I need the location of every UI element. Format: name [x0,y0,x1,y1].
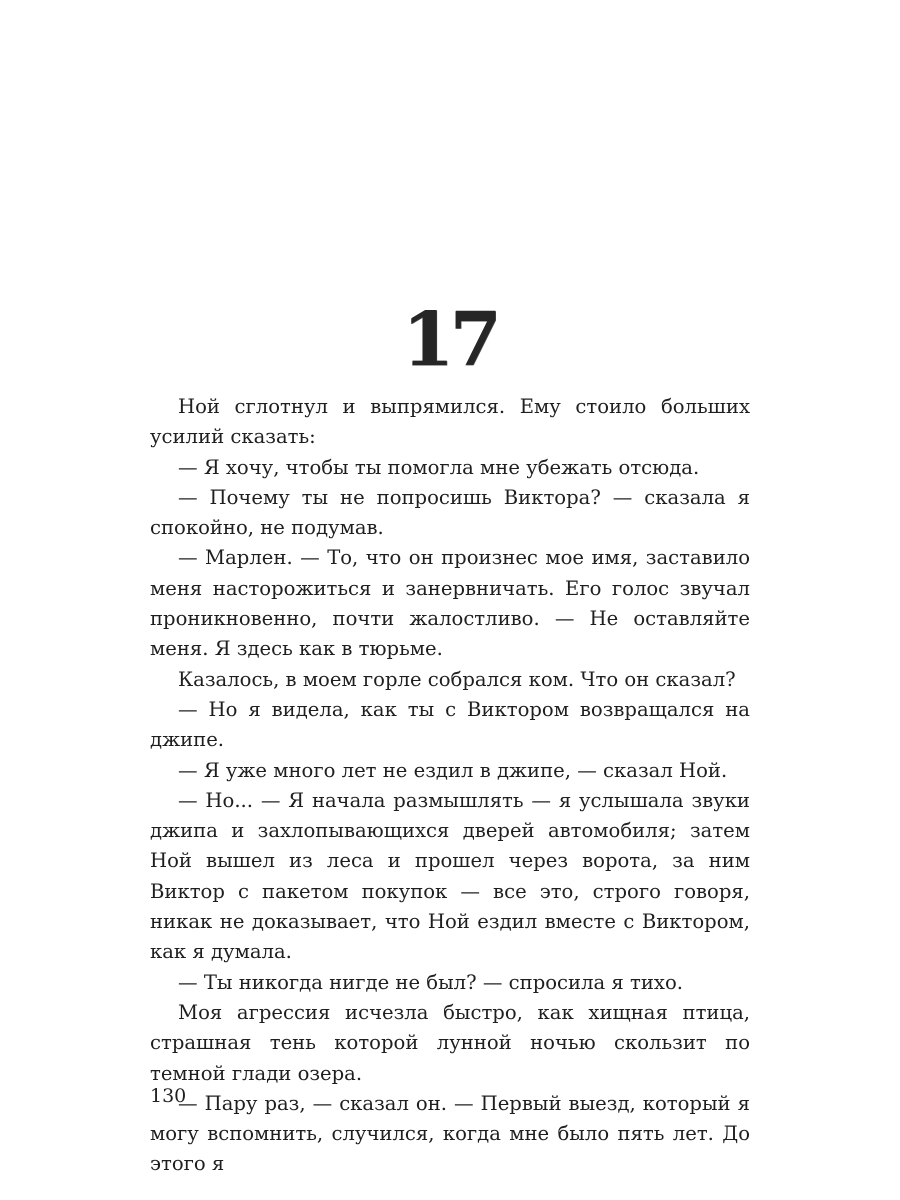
paragraph: — Марлен. — То, что он произнес мое имя, заставило меня насторожиться и занервничать. Его голос звучал проникновенно, почти жалостливо. — Не оставляйте меня. Я здесь как в тюрьме. [150,546,750,661]
chapter-number: 17 [402,297,498,383]
paragraph: — Я уже много лет не ездил в джипе, — сказал Ной. [178,758,728,782]
paragraph: — Пару раз, — сказал он. — Первый выезд, который я могу вспомнить, случился, когда мне было пять лет. До этого я [150,1091,750,1176]
paragraph: — Но я видела, как ты с Виктором возвращался на джипе. [150,697,750,752]
chapter-text [150,392,750,1180]
paragraph: Моя агрессия исчезла быстро, как хищная птица, страшная тень которой лунной ночью скользит по темной глади озера. [150,1000,750,1085]
paragraph: Ной сглотнул и выпрямился. Ему стоило больших усилий сказать: [150,395,750,449]
paragraph: Казалось, в моем горле собрался ком. Что он сказал? [178,667,736,691]
paragraph: — Но... — Я начала размышлять — я услышала звуки джипа и захлопывающихся дверей автомобиля; затем Ной вышел из леса и прошел через ворота, за ним Виктор с пакетом покупок — все это, строго говоря, никак не доказывает, что Ной ездил вместе с Виктором, как я думала. [150,788,750,964]
page-number: 130 [150,1085,187,1107]
paragraph: — Я хочу, чтобы ты помогла мне убежать отсюда. [178,455,700,479]
paragraph: — Ты никогда нигде не был? — спросила я тихо. [178,970,683,994]
paragraph: — Почему ты не попросишь Виктора? — сказала я спокойно, не подумав. [150,485,750,540]
